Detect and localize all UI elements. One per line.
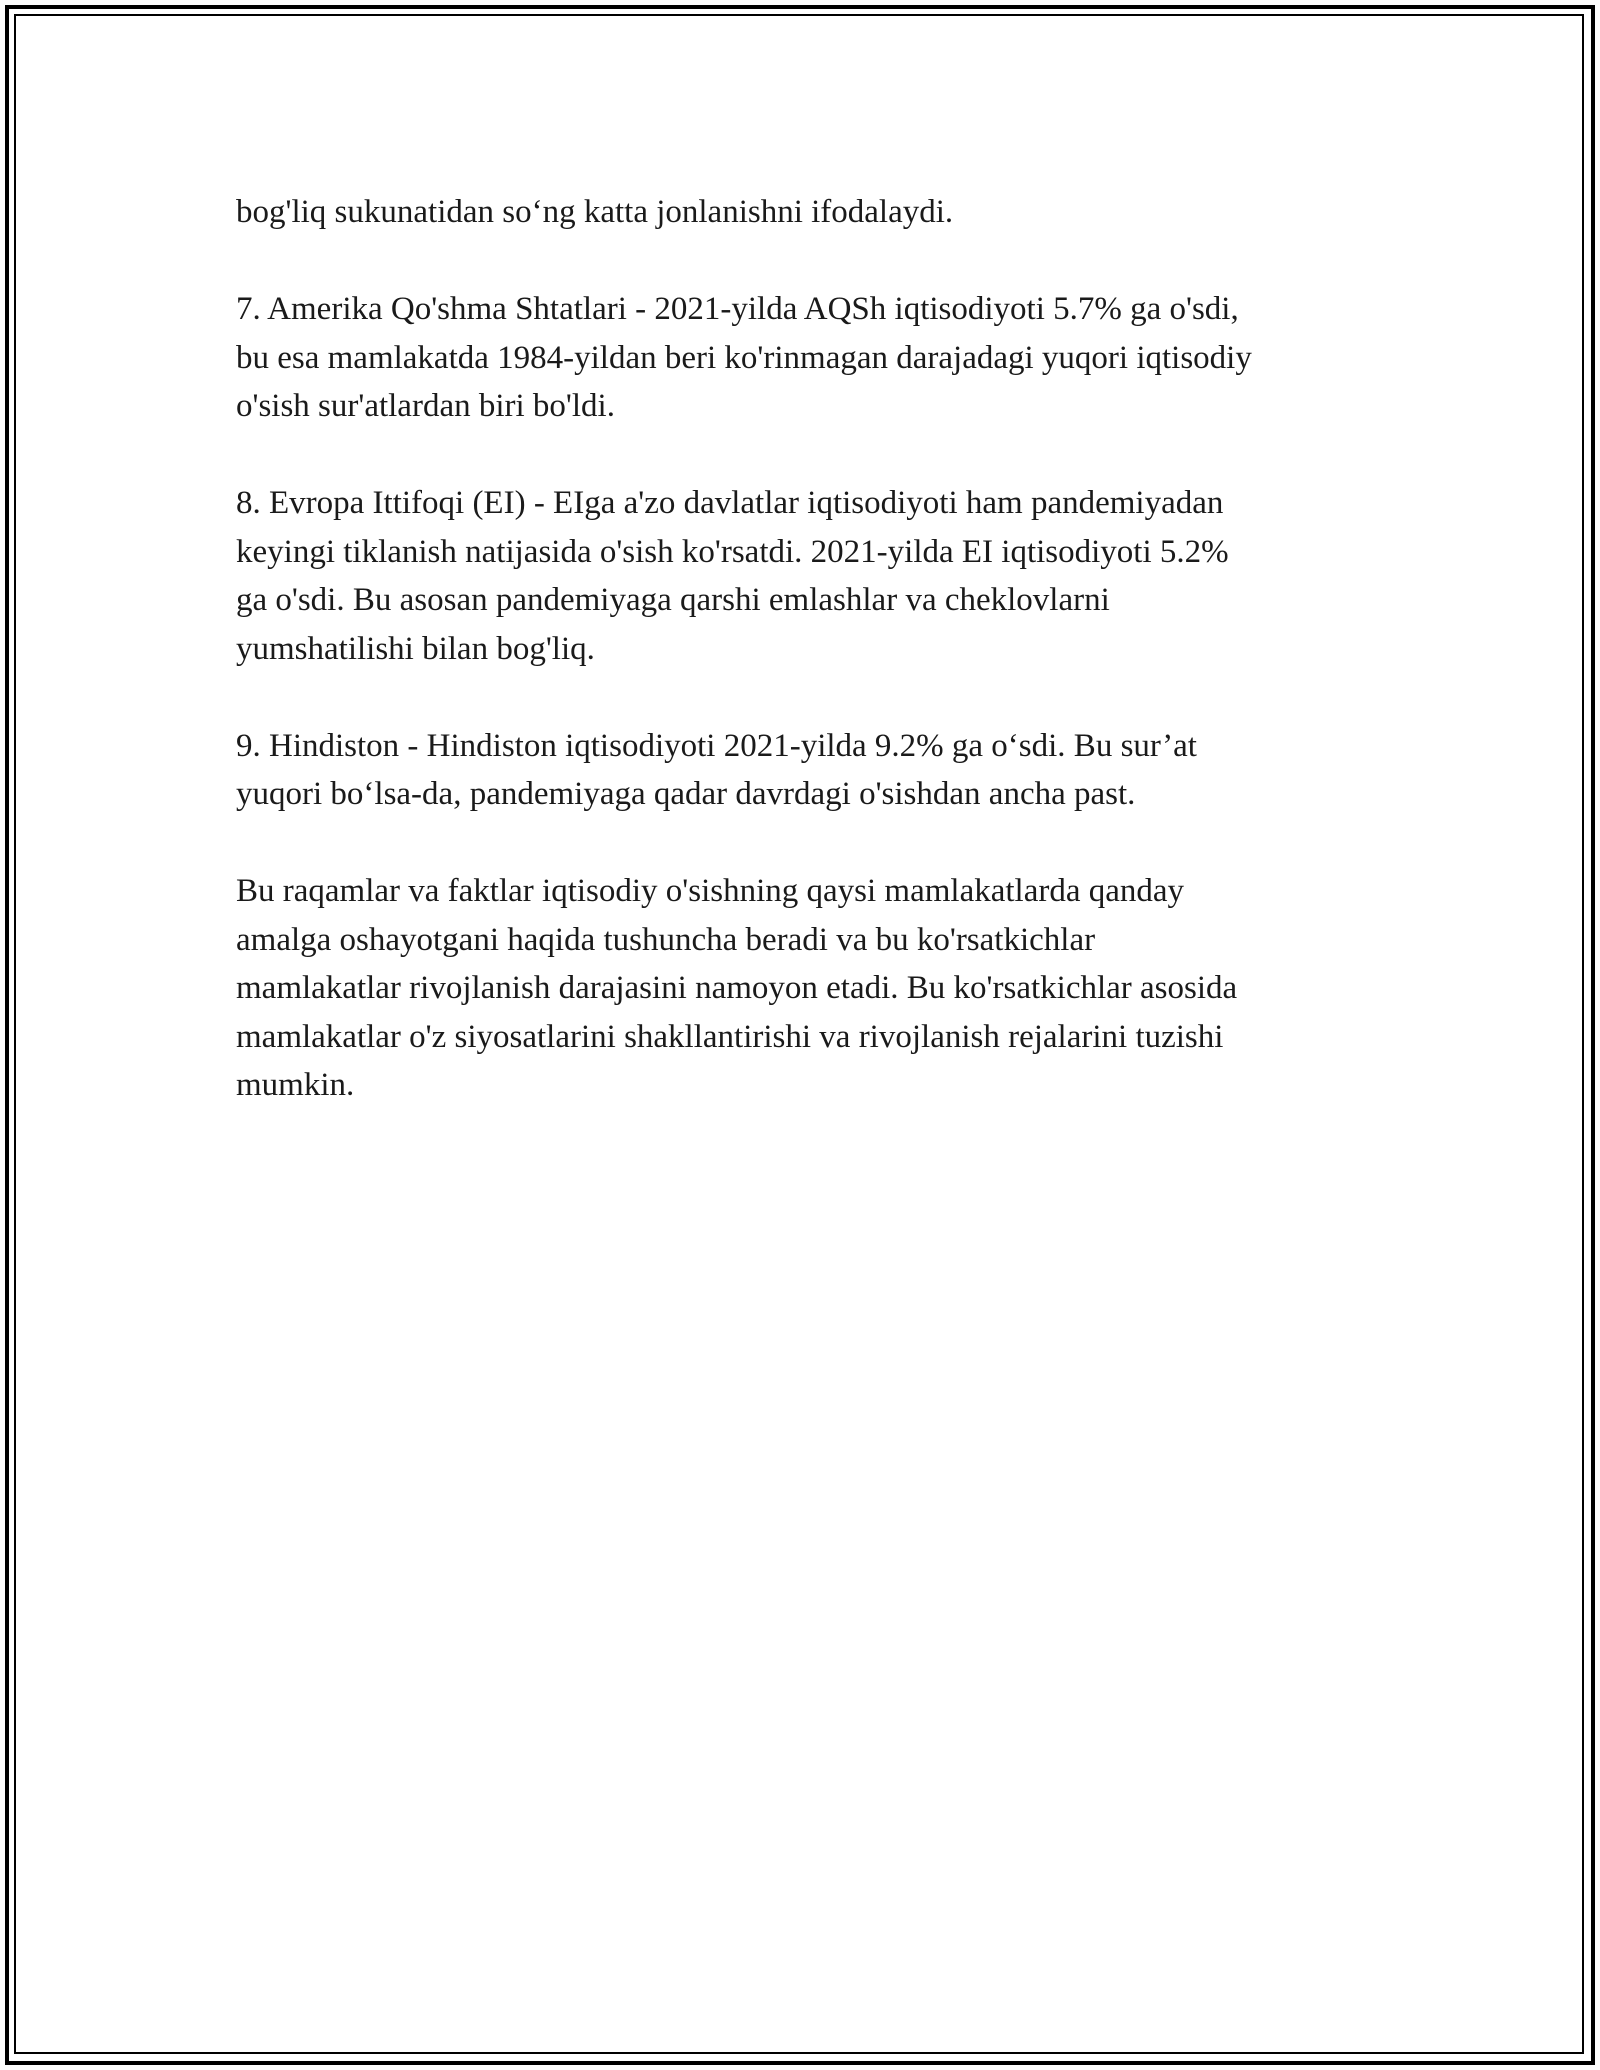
paragraph-usa [236,285,1386,431]
text-line: bu esa mamlakatda 1984-yildan beri ko'rinmagan darajadagi yuqori iqtisodiy [236,339,1252,376]
paragraph-conclusion [236,867,1386,1110]
text-line: amalga oshayotgani haqida tushuncha beradi va bu ko'rsatkichlar [236,921,1096,958]
text-line: mumkin. [236,1067,355,1103]
text-line: yuqori bo‘lsa-da, pandemiyaga qadar davrdagi o'sishdan ancha past. [236,776,1136,812]
text-line: mamlakatlar rivojlanish darajasini namoyon etadi. Bu ko'rsatkichlar asosida [236,970,1238,1006]
text-line: yumshatilishi bilan bog'liq. [236,630,595,667]
text-line: 9. Hindiston - Hindiston iqtisodiyoti 2021-yilda 9.2% ga o‘sdi. Bu sur’at [236,727,1197,764]
text-line: 7. Amerika Qo'shma Shtatlari - 2021-yilda AQSh iqtisodiyoti 5.7% ga o'sdi, [236,291,1239,327]
text-line: mamlakatlar o'z siyosatlarini shakllantirishi va rivojlanish rejalarini tuzishi [236,1018,1224,1055]
document-body [236,188,1386,1158]
text-line: o'sish sur'atlardan biri bo'ldi. [236,388,615,424]
text-line: ga o'sdi. Bu asosan pandemiyaga qarshi emlashlar va cheklovlarni [236,582,1110,618]
paragraph-continuation [236,188,1386,237]
paragraph-eu [236,479,1386,673]
text-line: keyingi tiklanish natijasida o'sish ko'rsatdi. 2021-yilda EI iqtisodiyoti 5.2% [236,533,1229,570]
paragraph-india [236,722,1386,819]
text-line: Bu raqamlar va faktlar iqtisodiy o'sishning qaysi mamlakatlarda qanday [236,873,1185,909]
text-line: 8. Evropa Ittifoqi (EI) - EIga a'zo davlatlar iqtisodiyoti ham pandemiyadan [236,485,1224,521]
text-line: bog'liq sukunatidan so‘ng katta jonlanishni ifodalaydi. [236,194,954,230]
